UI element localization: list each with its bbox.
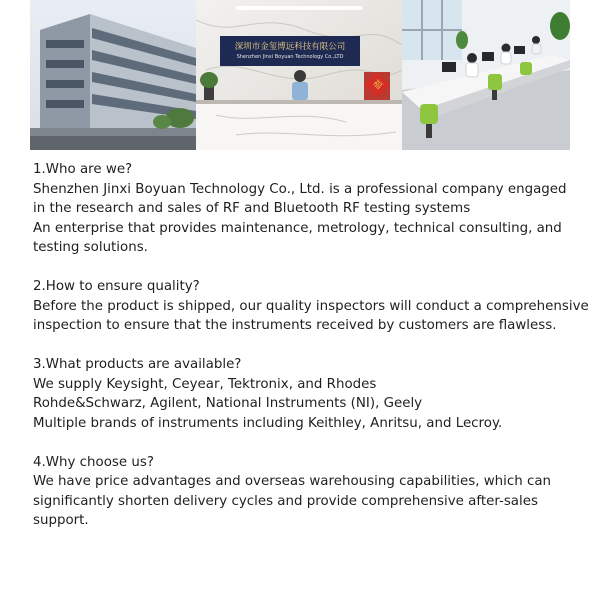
company-sign-en: Shenzhen Jinxi Boyuan Technology Co.,LTD [236, 53, 344, 60]
section-line: Before the product is shipped, our quality inspectors will conduct a comprehensive [33, 298, 589, 314]
section-heading: 3.What products are available? [33, 357, 242, 372]
faq-section-products [33, 355, 573, 433]
faq-section-who [33, 160, 573, 258]
section-line: An enterprise that provides maintenance, metrology, technical consulting, and [33, 220, 562, 236]
section-heading: 1.Who are we? [33, 162, 133, 177]
photo-strip [30, 0, 570, 150]
section-line: support. [33, 513, 89, 528]
section-line: significantly shorten delivery cycles and provide comprehensive after-sales [33, 493, 538, 509]
section-heading: 4.Why choose us? [33, 454, 154, 470]
section-line: We supply Keysight, Ceyear, Tektronix, and Rhodes [33, 376, 377, 392]
section-line: testing solutions. [33, 240, 148, 255]
section-line: We have price advantages and overseas warehousing capabilities, which can [33, 474, 552, 489]
section-line: in the research and sales of RF and Bluetooth RF testing systems [33, 201, 471, 216]
fu-decoration: 福 [364, 72, 389, 97]
section-line: Multiple brands of instruments including Keithley, Anritsu, and Lecroy. [33, 415, 503, 431]
section-line: Shenzhen Jinxi Boyuan Technology Co., Ltd. is a professional company engaged [33, 181, 567, 197]
company-sign [220, 36, 360, 66]
faq-section-quality [33, 277, 589, 336]
office-workspace-photo [402, 0, 570, 150]
section-heading: 2.How to ensure quality? [33, 279, 200, 294]
office-building-photo [30, 0, 196, 150]
company-sign-cn: 深圳市金玺博远科技有限公司 [234, 41, 346, 52]
section-line: inspection to ensure that the instruments received by customers are flawless. [33, 318, 557, 333]
reception-lobby-photo [196, 0, 402, 150]
faq-content [33, 160, 589, 550]
faq-section-why [33, 453, 573, 531]
section-line: Rohde&Schwarz, Agilent, National Instruments (NI), Geely [33, 396, 423, 411]
